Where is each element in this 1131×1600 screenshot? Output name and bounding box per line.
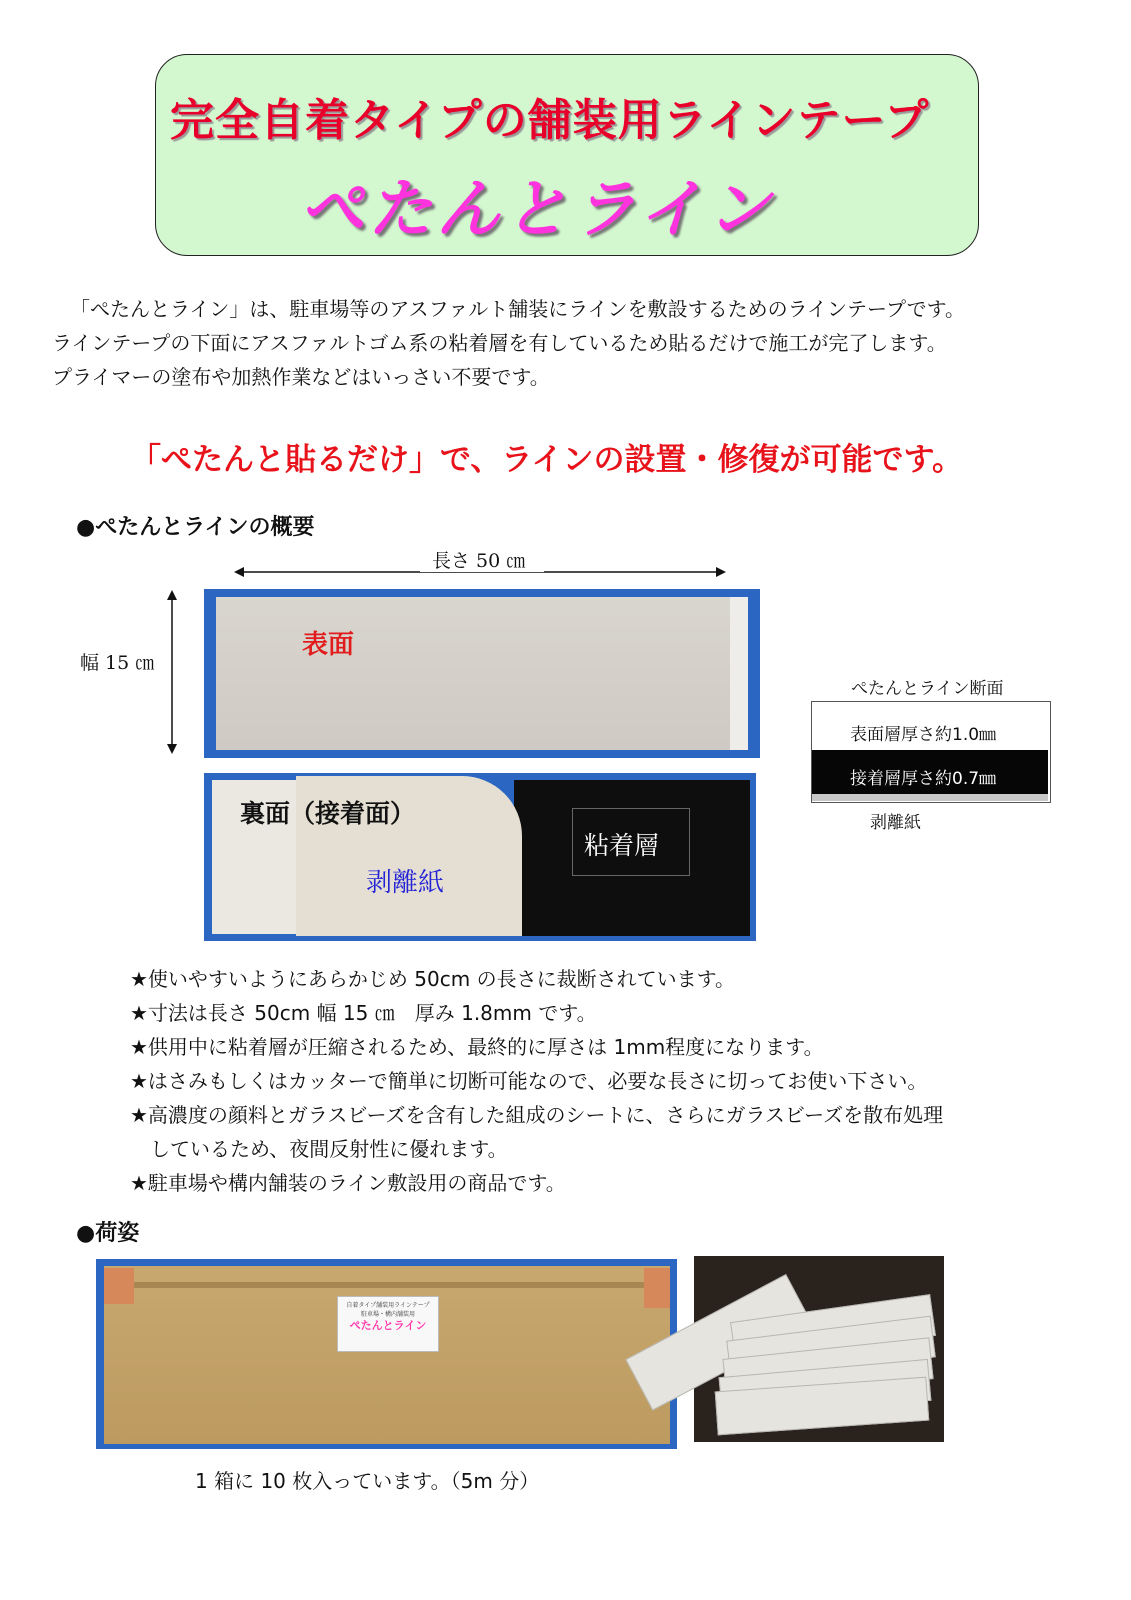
feature-item: ★使いやすいようにあらかじめ 50cm の長さに裁断されています。 [130,967,735,991]
surface-layer-label: 表面層厚さ約1.0㎜ [850,725,997,745]
feature-item: ★寸法は長さ 50cm 幅 15 ㎝ 厚み 1.8mm です。 [130,1001,597,1025]
feature-item: ★駐車場や構内舗装のライン敷設用の商品です。 [130,1171,566,1195]
length-label: 長さ 50 ㎝ [432,550,526,572]
tagline: 「ぺたんと貼るだけ」で、ラインの設置・修復が可能です。 [130,442,963,478]
cardboard-box [104,1266,670,1444]
intro-line-2: ラインテープの下面にアスファルトゴム系の粘着層を有しているため貼るだけで施工が完了します。 [52,331,947,355]
box-label-sub-text: 駐車場・構内舗装用 [360,1311,415,1318]
intro-line-3: プライマーの塗布や加熱作業などはいっさい不要です。 [52,365,550,389]
feature-item: ★高濃度の顔料とガラスビーズを含有した組成のシートに、さらにガラスビーズを散布処理 [130,1103,944,1127]
cross-section-release-paper [812,794,1048,801]
packaging-heading: ●荷姿 [76,1221,140,1246]
title-subtitle: 完全自着タイプの舗装用ラインテープ [170,95,930,146]
release-paper-section-label: 剥離紙 [870,813,921,833]
box-flap [134,1282,646,1288]
width-arrow [162,590,182,754]
stacked-sheets-photo [694,1256,944,1442]
width-label: 幅 15 ㎝ [80,652,155,674]
adhesive-layer-thickness-label: 接着層厚さ約0.7㎜ [850,769,997,789]
intro-line-1: 「ぺたんとライン」は、駐車場等のアスファルト舗装にラインを敷設するためのラインテープです。 [70,297,965,321]
feature-item: ★はさみもしくはカッターで簡単に切断可能なので、必要な長さに切ってお使い下さい。 [130,1069,928,1093]
box-tape-right [644,1268,670,1308]
overview-heading: ●ぺたんとラインの概要 [76,515,315,540]
box-label-product-name: ぺたんとライン [349,1319,427,1332]
feature-item: しているため、夜間反射性に優れます。 [130,1137,508,1161]
box-tape-left [104,1268,134,1304]
cross-section-title: ぺたんとライン断面 [851,679,1004,699]
product-name-title: ぺたんとライン [300,173,775,247]
release-paper-label: 剥離紙 [366,868,445,898]
feature-item: ★供用中に粘着層が圧縮されるため、最終的に厚さは 1mm程度になります。 [130,1035,824,1059]
back-side-label: 裏面（接着面） [240,799,416,828]
adhesive-layer-label: 粘着層 [584,831,660,860]
tape-surface-sheet [216,597,748,750]
box-product-label [337,1296,439,1352]
box-label-small-text: 自着タイプ舗装用ラインテープ [346,1302,430,1309]
packaging-caption: 1 箱に 10 枚入っています。（5m 分） [195,1469,540,1493]
surface-label: 表面 [302,630,355,660]
